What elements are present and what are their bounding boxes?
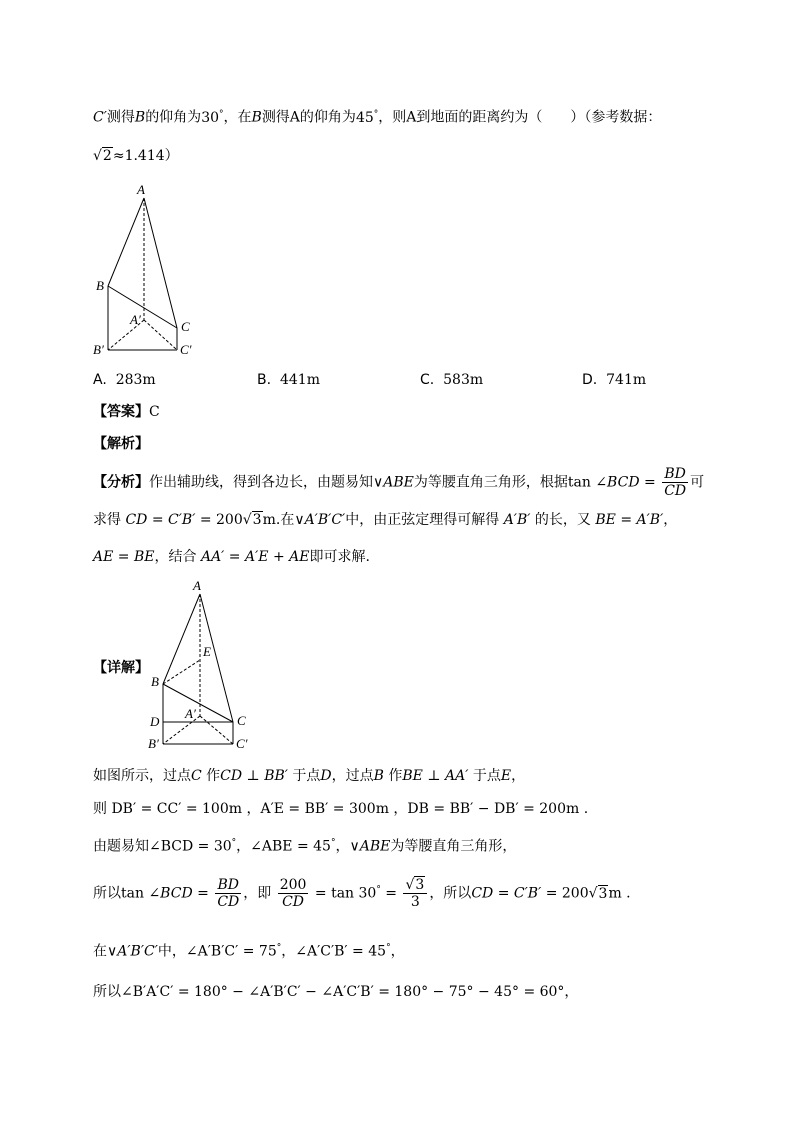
label-C-prime: C′ (236, 736, 248, 751)
detail-label: 【详解】 (93, 660, 149, 676)
label-A-prime: A′ (185, 706, 196, 721)
analysis-line-1: 【分析】作出辅助线，得到各边长，由题易知∨ABE为等腰直角三角形，根据tan ∠BCD = $\frac{BD}{CD}$ 可 (93, 466, 705, 499)
detail-line-2: 则 DB′ = CC′ = 100m ，A′E = BB′ = 300m ，DB = BB′ − DB′ = 200m . (93, 801, 589, 817)
question-line-2: √2≈1.414） (93, 148, 179, 164)
answer-value: C (149, 404, 160, 420)
label-C: C (237, 713, 246, 728)
label-A: A (137, 182, 145, 197)
label-A: A (193, 578, 201, 593)
answer-label: 【答案】 (93, 404, 149, 420)
detail-line-1: 如图所示，过点C 作CD ⊥ BB′ 于点D，过点B 作BE ⊥ AA′ 于点E， (93, 768, 526, 784)
detail-line-6: 所以∠B′A′C′ = 180° − ∠A′B′C′ − ∠A′C′B′ = 180° − 75° − 45° = 60°， (93, 984, 579, 1000)
detail-line-5: 在∨A′B′C′中，∠A′B′C′ = 75°，∠A′C′B′ = 45°， (93, 943, 405, 960)
option-a[interactable]: A. 283m (93, 372, 156, 388)
answer-line (93, 402, 160, 422)
label-C: C (181, 319, 190, 334)
label-E: E (203, 644, 211, 659)
label-B-prime: B′ (148, 736, 159, 751)
label-B: B (96, 278, 104, 293)
question-line-1: C′测得B的仰角为30°，在B测得A的仰角为45°，则A到地面的距离约为（ ）（参考数据： (93, 109, 662, 126)
analysis-line-2: 求得 CD = C′B′ = 200√3m.在∨A′B′C′中，由正弦定理得可解得 A′B′ 的长，又 BE = A′B′， (93, 512, 678, 528)
option-c[interactable]: C. 583m (420, 372, 484, 388)
option-d[interactable]: D. 741m (582, 372, 647, 388)
label-D: D (150, 714, 160, 729)
pyramid-figure-2 (145, 576, 255, 754)
pyramid-figure-1 (90, 180, 210, 360)
label-B: B (151, 674, 159, 689)
analysis-heading: 【解析】 (93, 436, 149, 452)
analysis-line-3: AE = BE，结合 AA′ = A′E + AE即可求解. (93, 549, 370, 565)
label-B-prime: B′ (93, 342, 104, 357)
label-A-prime: A′ (130, 312, 141, 327)
detail-line-3: 由题易知∠BCD = 30°，∠ABE = 45°，∨ABE为等腰直角三角形， (93, 838, 517, 855)
label-C-prime: C′ (180, 342, 192, 357)
option-b[interactable]: B. 441m (257, 372, 320, 388)
detail-line-4: 所以tan ∠BCD = $\frac{BD}{CD}$ ，即 $\frac{200}{CD}$ = tan 30° = $\frac{√3}{3}$ ，所以CD = C′B′ = 200√3m . (93, 877, 631, 911)
